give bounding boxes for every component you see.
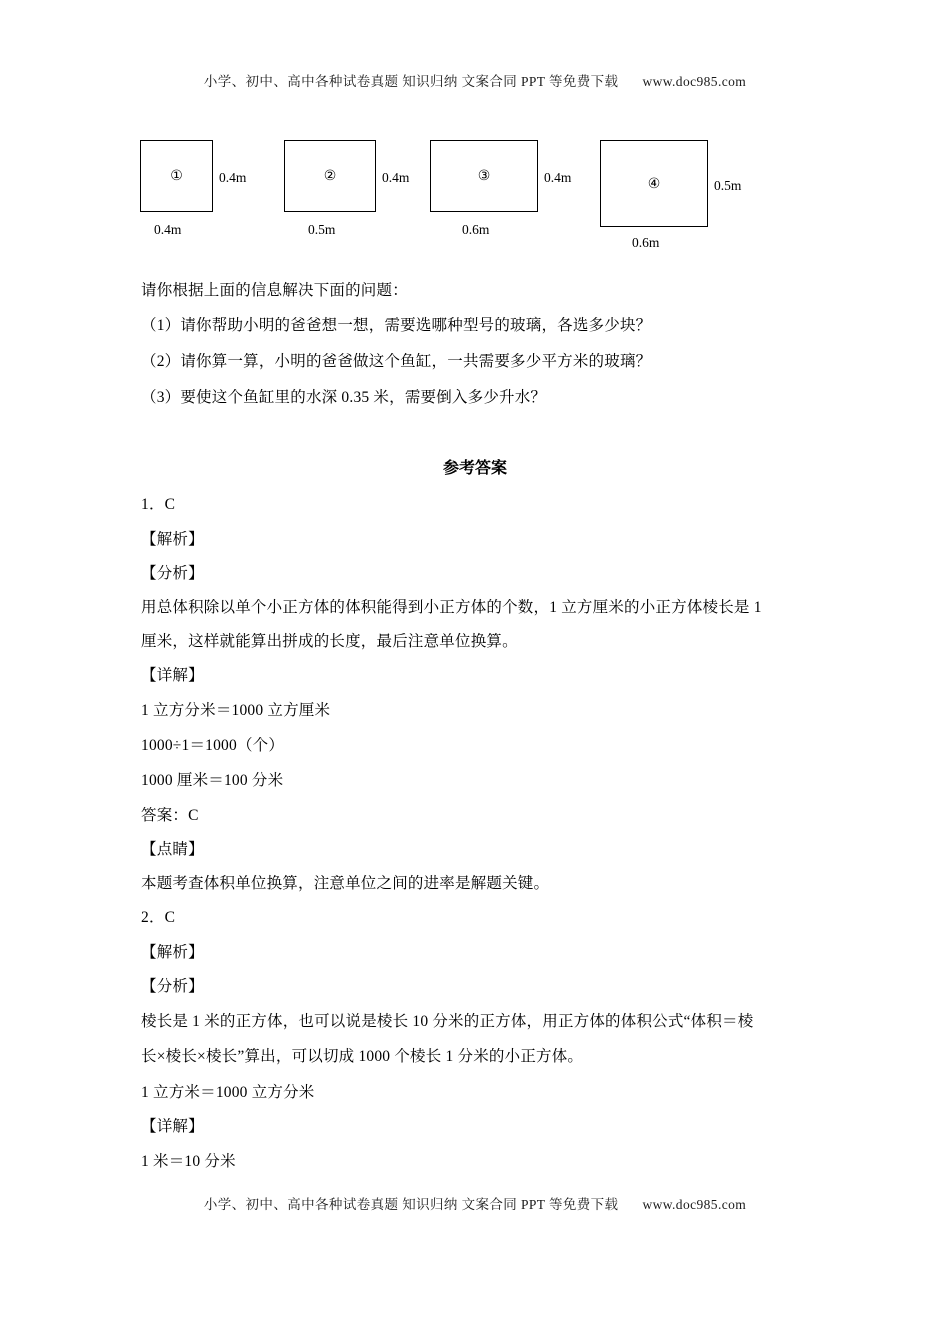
figure-2-label: ②: [323, 168, 337, 184]
answer-line: 答案：C: [141, 807, 199, 824]
question-2: （2）请你算一算，小明的爸爸做这个鱼缸，一共需要多少平方米的玻璃？: [141, 353, 652, 370]
figure-4-height-label: 0.5m: [714, 178, 742, 193]
answer-line: 长×棱长×棱长”算出，可以切成 1000 个棱长 1 分米的小正方体。: [141, 1048, 584, 1065]
answers-section-title: 参考答案: [442, 460, 507, 477]
figure-4-width-label: 0.6m: [632, 235, 660, 250]
answer-line: 1 立方分米＝1000 立方厘米: [141, 702, 331, 719]
header-note-text: 小学、初中、高中各种试卷真题 知识归纳 文案合同 PPT 等免费下载: [203, 74, 619, 89]
figure-row: [140, 140, 820, 250]
answer-line: 【详解】: [141, 1118, 204, 1135]
figure-1-width-label: 0.4m: [154, 222, 182, 237]
answer-line: 【分析】: [141, 978, 204, 995]
figure-3-rect: [430, 140, 538, 212]
figure-2-height-label: 0.4m: [382, 170, 410, 185]
answer-line: 本题考查体积单位换算，注意单位之间的进率是解题关键。: [141, 875, 550, 892]
answer-line: 厘米，这样就能算出拼成的长度，最后注意单位换算。: [141, 633, 518, 650]
figure-4-rect: [600, 140, 708, 227]
figure-4: [600, 140, 742, 250]
footer-note-text: 小学、初中、高中各种试卷真题 知识归纳 文案合同 PPT 等免费下载: [203, 1197, 619, 1212]
prompt-text: 请你根据上面的信息解决下面的问题：: [141, 282, 408, 299]
footer-site-url: www.doc985.com: [642, 1197, 747, 1212]
figure-1-rect: [140, 140, 213, 212]
figure-3-width-label: 0.6m: [462, 222, 490, 237]
answer-line: 1 立方米＝1000 立方分米: [141, 1084, 315, 1101]
answer-line: 【点睛】: [141, 841, 204, 858]
figure-3: [430, 140, 572, 237]
answer-line: 1．C: [141, 496, 176, 513]
answer-line: 【解析】: [141, 531, 204, 548]
footer-watermark: [0, 1193, 950, 1213]
figure-3-height-label: 0.4m: [544, 170, 572, 185]
header-watermark: [0, 70, 950, 90]
answer-line: 【详解】: [141, 667, 204, 684]
figure-2-width-label: 0.5m: [308, 222, 336, 237]
figure-1-label: ①: [170, 168, 183, 184]
question-1: （1）请你帮助小明的爸爸想一想，需要选哪种型号的玻璃，各选多少块？: [141, 317, 652, 334]
header-site-url: www.doc985.com: [642, 74, 747, 89]
question-3: （3）要使这个鱼缸里的水深 0.35 米，需要倒入多少升水？: [141, 389, 547, 406]
answer-line: 1 米＝10 分米: [141, 1153, 236, 1170]
figure-2-rect: [284, 140, 376, 212]
answer-line: 【解析】: [141, 944, 204, 961]
answer-line: 【分析】: [141, 565, 204, 582]
answer-line: 棱长是 1 米的正方体，也可以说是棱长 10 分米的正方体，用正方体的体积公式“体积＝棱: [141, 1013, 754, 1030]
figure-1-height-label: 0.4m: [219, 170, 247, 185]
figure-4-label: ④: [647, 175, 661, 192]
answer-line: 1000 厘米＝100 分米: [141, 772, 284, 789]
answer-line: 1000÷1＝1000（个）: [141, 737, 285, 754]
figure-3-label: ③: [477, 168, 491, 184]
figure-1: [140, 140, 247, 237]
figure-2: [284, 140, 410, 237]
answer-line: 2．C: [141, 909, 176, 926]
answer-line: 用总体积除以单个小正方体的体积能得到小正方体的个数，1 立方厘米的小正方体棱长是 1: [141, 599, 762, 616]
